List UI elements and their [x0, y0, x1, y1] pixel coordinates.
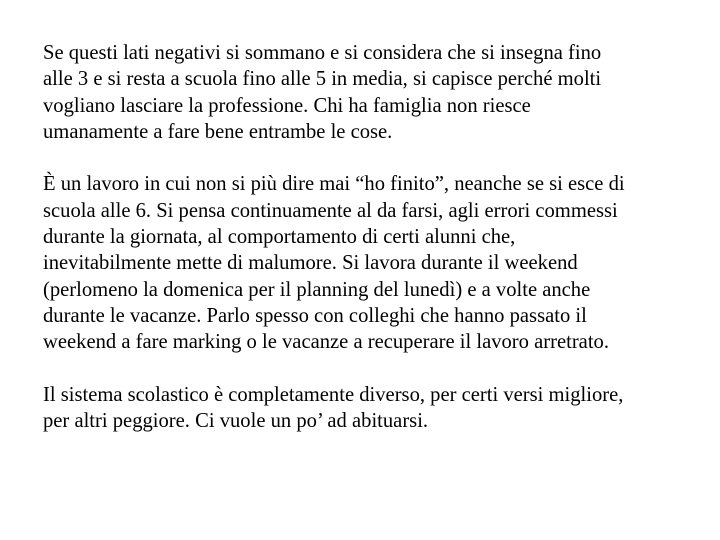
text-line: Se questi lati negativi si sommano e si considera che si insegna fino: [43, 42, 602, 64]
text-line: È un lavoro in cui non si più dire mai “ho finito”, neanche se si esce di: [43, 173, 625, 196]
paragraph-2: [43, 171, 683, 355]
text-line: vogliano lasciare la professione. Chi ha famiglia non riesce: [43, 94, 531, 117]
text-line: alle 3 e si resta a scuola fino alle 5 in media, si capisce perché molti: [43, 68, 602, 91]
text-line: weekend a fare marking o le vacanze a recuperare il lavoro arretrato.: [43, 331, 609, 354]
paragraph-1: [43, 40, 683, 145]
text-line: (perlomeno la domenica per il planning del lunedì) e a volte anche: [43, 278, 591, 301]
text-body: [43, 40, 683, 434]
paragraph-3: [43, 382, 683, 435]
text-line: umanamente a fare bene entrambe le cose.: [43, 120, 393, 143]
text-line: durante la giornata, al comportamento di certi alunni che,: [43, 226, 516, 249]
text-line: Il sistema scolastico è completamente diverso, per certi versi migliore,: [43, 383, 624, 406]
text-line: per altri peggiore. Ci vuole un po’ ad abituarsi.: [43, 410, 429, 433]
text-line: inevitabilmente mette di malumore. Si lavora durante il weekend: [43, 252, 578, 275]
text-line: durante le vacanze. Parlo spesso con colleghi che hanno passato il: [43, 304, 587, 327]
text-line: scuola alle 6. Si pensa continuamente al da farsi, agli errori commessi: [43, 199, 618, 222]
